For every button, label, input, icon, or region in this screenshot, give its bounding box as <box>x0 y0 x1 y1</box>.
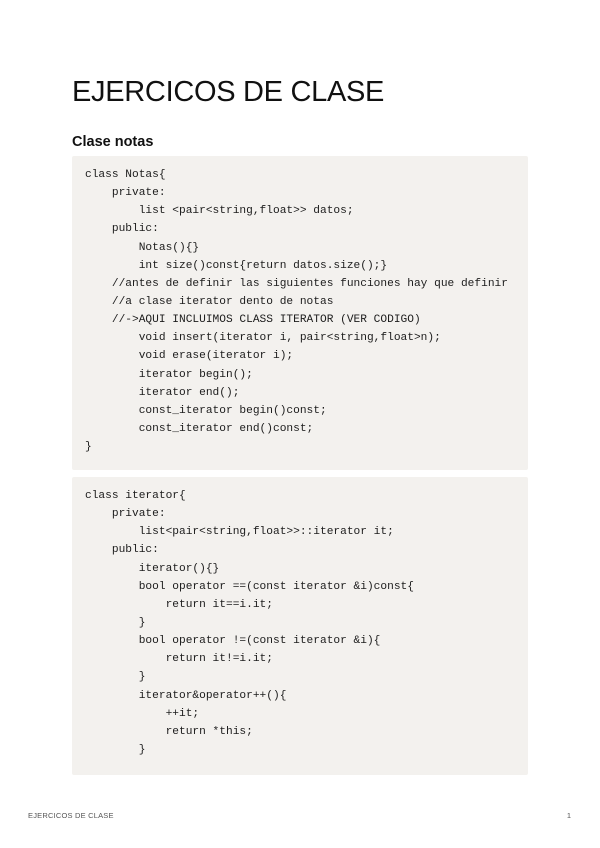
code-line: //->AQUI INCLUIMOS CLASS ITERATOR (VER CODIGO) <box>85 314 421 327</box>
code-line: private: <box>85 187 166 200</box>
code-block-notas <box>72 156 528 470</box>
code-line: return it==i.it; <box>85 598 273 611</box>
code-line: const_iterator end()const; <box>85 422 314 435</box>
code-line: //antes de definir las siguientes funciones hay que definir <box>85 277 508 290</box>
code-line: iterator&operator++(){ <box>85 689 287 702</box>
code-line: class Notas{ <box>85 169 166 181</box>
code-line: } <box>85 743 146 756</box>
code-line: list<pair<string,float>>::iterator it; <box>85 526 394 539</box>
code-listing <box>85 487 528 759</box>
code-line: void insert(iterator i, pair<string,float>n); <box>85 332 441 345</box>
code-line: int size()const{return datos.size();} <box>85 259 388 272</box>
code-line: iterator end(); <box>85 386 240 399</box>
code-line: Notas(){} <box>85 241 200 254</box>
code-line: public: <box>85 223 159 236</box>
code-line: void erase(iterator i); <box>85 350 294 363</box>
code-line: bool operator !=(const iterator &i){ <box>85 635 381 648</box>
code-line: public: <box>85 544 159 557</box>
code-line: } <box>85 441 92 454</box>
code-listing <box>85 166 528 456</box>
page-title: EJERCICOS DE CLASE <box>72 76 385 108</box>
code-line: bool operator ==(const iterator &i)const{ <box>85 580 414 593</box>
code-line: return it!=i.it; <box>85 653 273 666</box>
code-line: class iterator{ <box>85 490 186 502</box>
code-line: } <box>85 671 146 684</box>
code-line: ++it; <box>85 707 200 720</box>
section-heading: Clase notas <box>72 134 154 150</box>
code-line: //a clase iterator dento de notas <box>85 295 334 308</box>
code-line: } <box>85 616 146 629</box>
code-line: return *this; <box>85 725 253 738</box>
page-number: 1 <box>566 811 571 820</box>
code-line: private: <box>85 508 166 521</box>
code-block-iterator <box>72 477 528 775</box>
code-line: list <pair<string,float>> datos; <box>85 205 354 218</box>
code-line: iterator(){} <box>85 562 220 575</box>
code-line: iterator begin(); <box>85 368 253 381</box>
footer-title: EJERCICOS DE CLASE <box>28 811 114 820</box>
code-line: const_iterator begin()const; <box>85 404 327 417</box>
